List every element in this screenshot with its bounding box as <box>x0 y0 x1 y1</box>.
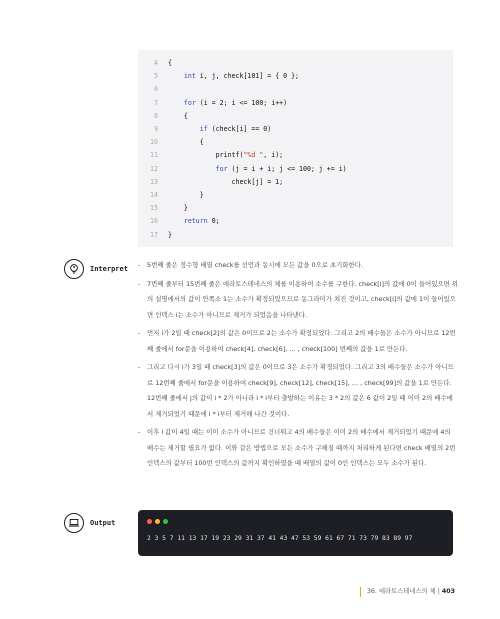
code-text: } <box>168 191 204 199</box>
line-number: 12 <box>150 164 158 173</box>
list-item: - 7번째 줄부터 15번째 줄은 에라토스테네스의 체를 이용하여 소수를 구한다. check[i]의 값에 0이 들어있으면 위의 설명에서의 값이 안쪽소 1는 소수가 확정되었으므로 동그라미가 쳐진 것이고, check[i]의 값에 1이 들어있으면 인덱스 i는 소수가 아니므로 제거가 되었음을 나타낸다. <box>138 277 458 324</box>
interpret-label: Interpret <box>90 265 128 273</box>
line-number: 15 <box>150 204 158 213</box>
code-text: printf("%d ", i); <box>168 151 284 160</box>
chapter-title: 36. 에라토스테네스의 체 <box>366 588 436 595</box>
line-number: 6 <box>154 85 158 94</box>
output-terminal <box>138 510 453 556</box>
line-number: 8 <box>154 111 158 120</box>
code-text: { <box>168 138 204 147</box>
page-footer <box>367 586 455 595</box>
line-number: 14 <box>150 191 158 199</box>
line-number: 10 <box>150 138 158 147</box>
code-text: for (j = i + i; j <= 100; j += i) <box>215 164 347 173</box>
code-block <box>138 50 453 247</box>
list-item: - 5번째 줄은 정수형 배열 check를 선언과 동시에 모든 값을 0으로 초기화한다. <box>138 258 458 274</box>
output-text: 2 3 5 7 11 13 17 19 23 29 31 37 41 43 47 53 59 61 67 71 73 79 83 89 97 <box>147 535 413 542</box>
interpret-list <box>138 258 458 475</box>
window-minimize-dot <box>155 519 160 524</box>
interpret-badge <box>64 259 128 279</box>
line-number: 16 <box>150 217 158 226</box>
line-number: 11 <box>150 151 158 160</box>
window-maximize-dot <box>163 519 168 524</box>
line-number: 5 <box>154 72 158 81</box>
list-item: - 먼저 i가 2일 때 check[2]의 값은 0이므로 2는 소수가 확정되었다. 그리고 2의 배수들은 소수가 아니므로 12번째 줄에서 for문을 이용하여 check[4], check[6], … , check[100] 번째의 값을 1로 만든다. <box>138 326 458 357</box>
output-label: Output <box>90 519 116 527</box>
line-number: 9 <box>154 125 158 133</box>
list-item: - 그리고 다시 i가 3일 때 check[3]의 값은 0이므로 3은 소수가 확정되었다. 그리고 3의 배수들은 소수가 아니므로 12번째 줄에서 for문을 이용하여 check[9], check[12], check[15], … , check[99]의 값을 1로 만든다. 12번째 줄에서 j의 값이 i * 2가 아니라 i * i부터 출발하는 이유는 3 * 2의 값은 6 값이 2일 때 이미 2의 배수에서 제거되었기 때문에 i * i부터 제거해 나간 것이다. <box>138 360 458 422</box>
line-number: 13 <box>150 177 158 186</box>
window-close-dot <box>147 519 152 524</box>
list-item: - 이후 i 값이 4일 때는 이미 소수가 아니므로 건너뛰고 4의 배수들은 이미 2의 배수에서 제거되었기 때문에 4의 배수는 제거할 필요가 없다. 이와 같은 방법으로 모든 소수가 구해질 때까지 처리하게 된다면 check 배열의 2번 인덱스의 값부터 100번 인덱스의 값까지 확인하였을 때 배열의 값이 0인 인덱스는 모두 소수가 된다. <box>138 425 458 472</box>
output-badge <box>64 513 115 533</box>
code-text: } <box>168 230 172 239</box>
code-text: int i, j, check[101] = { 0 }; <box>183 72 300 81</box>
line-number: 17 <box>150 230 158 239</box>
code-text: { <box>168 111 188 120</box>
code-text: check[j] = 1; <box>168 177 284 186</box>
footer-separator: | <box>437 588 440 595</box>
code-text: { <box>168 59 172 67</box>
laptop-icon <box>64 513 84 533</box>
code-text: } <box>168 204 188 213</box>
brain-lightbulb-icon <box>64 259 84 279</box>
code-text: return 0; <box>183 217 220 226</box>
code-text: for (i = 2; i <= 100; i++) <box>183 98 288 107</box>
page-number: 403 <box>441 588 455 595</box>
footer-accent-bar <box>360 587 361 597</box>
code-text: if (check[i] == 0) <box>199 125 272 133</box>
line-number: 7 <box>154 98 158 107</box>
line-number: 4 <box>154 59 158 67</box>
